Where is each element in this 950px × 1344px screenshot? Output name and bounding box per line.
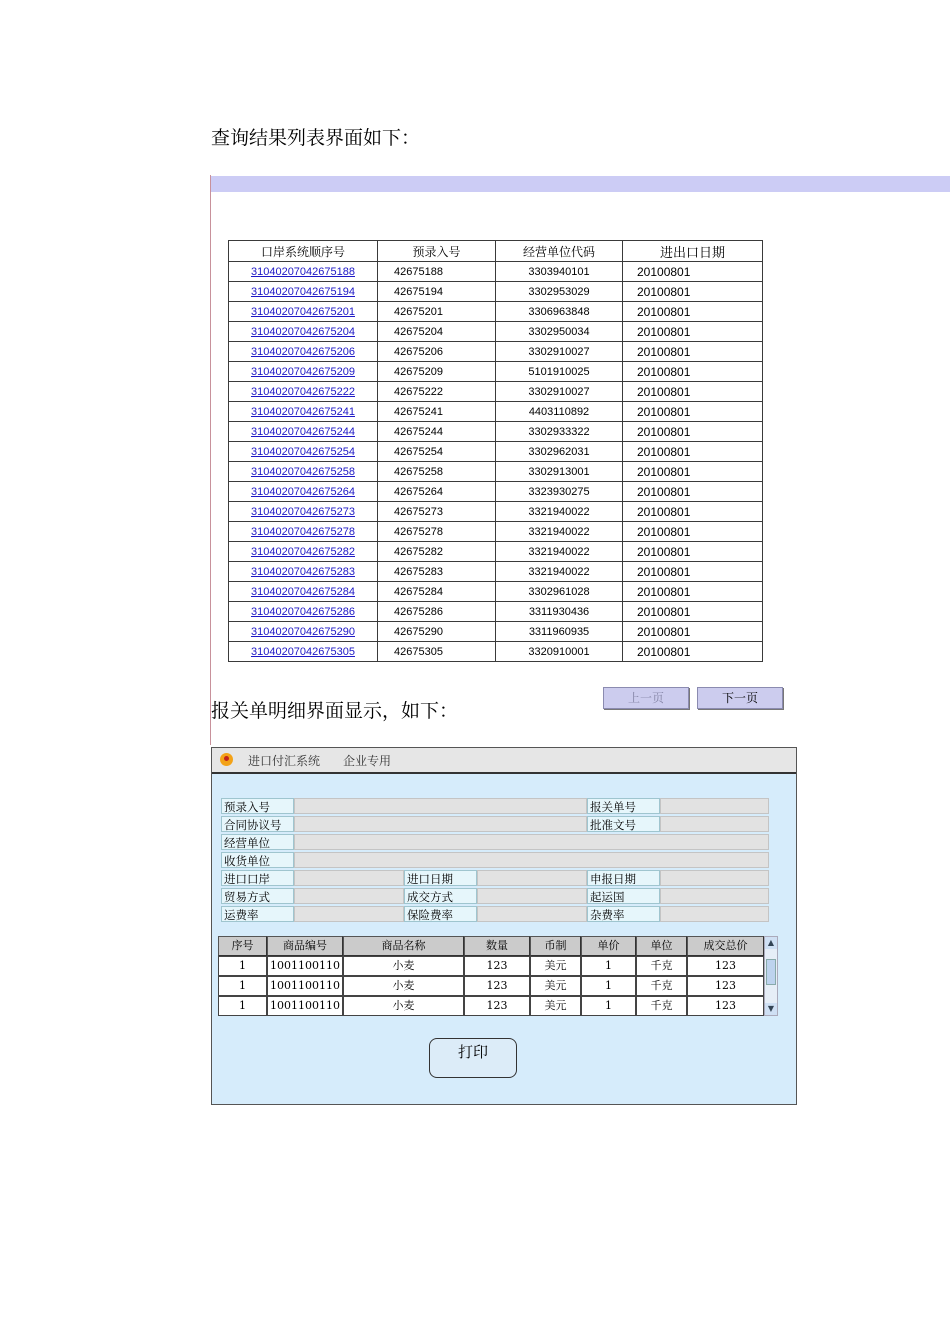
form-row [221, 888, 771, 906]
preentry-cell: 42675286 [378, 602, 496, 622]
port-seq-cell [229, 562, 378, 582]
port-seq-link[interactable]: 31040207042675305 [250, 645, 355, 658]
goods-cell: 千克 [636, 976, 687, 996]
contract-no-field[interactable] [294, 816, 587, 832]
port-seq-link[interactable]: 31040207042675188 [250, 265, 355, 278]
results-row [229, 582, 763, 602]
misc-rate-field[interactable] [660, 906, 769, 922]
io-date-cell: 20100801 [623, 582, 763, 602]
label-import-port: 进口口岸 [221, 870, 294, 886]
goods-cell: 小麦 [343, 976, 464, 996]
io-date-cell: 20100801 [623, 322, 763, 342]
goods-cell: 1001100110 [267, 976, 343, 996]
io-date-cell: 20100801 [623, 542, 763, 562]
io-date-cell: 20100801 [623, 382, 763, 402]
receiving-unit-field[interactable] [294, 852, 769, 868]
trade-mode-field[interactable] [294, 888, 404, 904]
port-seq-link[interactable]: 31040207042675286 [250, 605, 355, 618]
port-seq-link[interactable]: 31040207042675283 [250, 565, 355, 578]
goods-cell: 美元 [530, 976, 581, 996]
freight-rate-field[interactable] [294, 906, 404, 922]
next-page-button[interactable]: 下一页 [697, 687, 783, 709]
label-transaction-mode: 成交方式 [404, 888, 477, 904]
port-seq-link[interactable]: 31040207042675222 [250, 385, 355, 398]
port-seq-link[interactable]: 31040207042675284 [250, 585, 355, 598]
results-row [229, 522, 763, 542]
label-contract-no: 合同协议号 [221, 816, 294, 832]
unit-code-cell: 3306963848 [496, 302, 623, 322]
import-date-field[interactable] [477, 870, 587, 886]
port-seq-cell [229, 542, 378, 562]
unit-code-cell: 3302962031 [496, 442, 623, 462]
port-seq-link[interactable]: 31040207042675258 [250, 465, 355, 478]
print-button[interactable]: 打印 [429, 1038, 517, 1078]
preentry-cell: 42675204 [378, 322, 496, 342]
unit-code-cell: 3311960935 [496, 622, 623, 642]
io-date-cell: 20100801 [623, 622, 763, 642]
port-seq-cell [229, 622, 378, 642]
goods-cell: 123 [464, 956, 530, 976]
unit-code-cell: 3321940022 [496, 522, 623, 542]
label-declaration-no: 报关单号 [587, 798, 660, 814]
results-row [229, 282, 763, 302]
preentry-cell: 42675188 [378, 262, 496, 282]
preentry-cell: 42675241 [378, 402, 496, 422]
left-rule [210, 175, 211, 745]
port-seq-link[interactable]: 31040207042675290 [250, 625, 355, 638]
col-seq: 序号 [218, 936, 267, 956]
goods-cell: 123 [464, 976, 530, 996]
col-total: 成交总价 [687, 936, 764, 956]
label-declare-date: 申报日期 [587, 870, 660, 886]
port-seq-link[interactable]: 31040207042675194 [250, 285, 355, 298]
io-date-cell: 20100801 [623, 502, 763, 522]
goods-cell: 1 [581, 956, 636, 976]
port-seq-cell [229, 402, 378, 422]
port-seq-cell [229, 262, 378, 282]
port-seq-link[interactable]: 31040207042675204 [250, 325, 355, 338]
results-row [229, 382, 763, 402]
results-row [229, 562, 763, 582]
io-date-cell: 20100801 [623, 422, 763, 442]
goods-cell: 美元 [530, 956, 581, 976]
io-date-cell: 20100801 [623, 562, 763, 582]
port-seq-cell [229, 302, 378, 322]
label-operating-unit: 经营单位 [221, 834, 294, 850]
goods-cell: 美元 [530, 996, 581, 1016]
form-row [221, 852, 771, 870]
preentry-cell: 42675290 [378, 622, 496, 642]
preentry-cell: 42675258 [378, 462, 496, 482]
label-insurance-rate: 保险费率 [404, 906, 477, 922]
scroll-down-icon[interactable]: ▼ [765, 1003, 777, 1015]
preentry-cell: 42675283 [378, 562, 496, 582]
port-seq-cell [229, 482, 378, 502]
port-seq-link[interactable]: 31040207042675264 [250, 485, 355, 498]
origin-country-field[interactable] [660, 888, 769, 904]
results-row [229, 362, 763, 382]
preentry-no-field[interactable] [294, 798, 587, 814]
unit-code-cell: 3302910027 [496, 382, 623, 402]
col-unit-code: 经营单位代码 [496, 241, 623, 262]
col-port-seq: 口岸系统顺序号 [229, 241, 378, 262]
form-row [221, 798, 771, 816]
goods-cell: 1001100110 [267, 996, 343, 1016]
results-row [229, 502, 763, 522]
form-row [221, 906, 771, 924]
preentry-cell: 42675264 [378, 482, 496, 502]
col-currency: 币制 [530, 936, 581, 956]
port-seq-link[interactable]: 31040207042675254 [250, 445, 355, 458]
app-logo-icon [220, 753, 233, 766]
form-row [221, 816, 771, 834]
preentry-cell: 42675201 [378, 302, 496, 322]
header-band [211, 176, 950, 192]
unit-code-cell: 3303940101 [496, 262, 623, 282]
detail-heading: 报关单明细界面显示，如下： [211, 700, 459, 722]
port-seq-link[interactable]: 31040207042675244 [250, 425, 355, 438]
results-row [229, 302, 763, 322]
goods-cell: 千克 [636, 956, 687, 976]
form-row [221, 870, 771, 888]
port-seq-cell [229, 502, 378, 522]
port-seq-link[interactable]: 31040207042675201 [250, 305, 355, 318]
preentry-cell: 42675282 [378, 542, 496, 562]
results-row [229, 482, 763, 502]
label-freight-rate: 运费率 [221, 906, 294, 922]
prev-page-button[interactable]: 上一页 [603, 687, 689, 709]
goods-cell: 1001100110 [267, 956, 343, 976]
col-quantity: 数量 [464, 936, 530, 956]
preentry-cell: 42675284 [378, 582, 496, 602]
preentry-cell: 42675254 [378, 442, 496, 462]
goods-cell: 123 [687, 996, 764, 1016]
port-seq-cell [229, 382, 378, 402]
preentry-cell: 42675278 [378, 522, 496, 542]
results-heading: 查询结果列表界面如下： [211, 127, 421, 149]
port-seq-cell [229, 442, 378, 462]
goods-scrollbar[interactable] [764, 936, 778, 1016]
label-trade-mode: 贸易方式 [221, 888, 294, 904]
port-seq-cell [229, 362, 378, 382]
transaction-mode-field[interactable] [477, 888, 587, 904]
io-date-cell: 20100801 [623, 362, 763, 382]
io-date-cell: 20100801 [623, 442, 763, 462]
io-date-cell: 20100801 [623, 462, 763, 482]
results-table [228, 240, 763, 662]
results-row [229, 542, 763, 562]
preentry-cell: 42675194 [378, 282, 496, 302]
port-seq-cell [229, 522, 378, 542]
io-date-cell: 20100801 [623, 642, 763, 662]
declare-date-field[interactable] [660, 870, 769, 886]
port-seq-cell [229, 462, 378, 482]
port-seq-cell [229, 582, 378, 602]
port-seq-cell [229, 602, 378, 622]
port-seq-cell [229, 282, 378, 302]
goods-cell: 1 [581, 996, 636, 1016]
results-row [229, 442, 763, 462]
goods-cell: 小麦 [343, 956, 464, 976]
goods-cell: 123 [687, 976, 764, 996]
port-seq-link[interactable]: 31040207042675273 [250, 505, 355, 518]
results-row [229, 402, 763, 422]
results-row [229, 462, 763, 482]
scroll-thumb[interactable] [766, 959, 776, 985]
import-port-field[interactable] [294, 870, 404, 886]
unit-code-cell: 3302910027 [496, 342, 623, 362]
declaration-no-field[interactable] [660, 798, 769, 814]
col-goods-name: 商品名称 [343, 936, 464, 956]
unit-code-cell: 3302933322 [496, 422, 623, 442]
form-row [221, 834, 771, 852]
io-date-cell: 20100801 [623, 602, 763, 622]
unit-code-cell: 3302961028 [496, 582, 623, 602]
unit-code-cell: 3302950034 [496, 322, 623, 342]
label-misc-rate: 杂费率 [587, 906, 660, 922]
operating-unit-field[interactable] [294, 834, 769, 850]
port-seq-link[interactable]: 31040207042675282 [250, 545, 355, 558]
label-receiving-unit: 收货单位 [221, 852, 294, 868]
preentry-cell: 42675305 [378, 642, 496, 662]
results-row [229, 422, 763, 442]
window-titlebar [212, 748, 796, 774]
io-date-cell: 20100801 [623, 342, 763, 362]
unit-code-cell: 3320910001 [496, 642, 623, 662]
unit-code-cell: 3321940022 [496, 542, 623, 562]
preentry-cell: 42675209 [378, 362, 496, 382]
port-seq-link[interactable]: 31040207042675206 [250, 345, 355, 358]
window-subtitle: 企业专用 [343, 754, 392, 768]
col-unit: 单位 [636, 936, 687, 956]
unit-code-cell: 3323930275 [496, 482, 623, 502]
unit-code-cell: 3302913001 [496, 462, 623, 482]
results-row [229, 322, 763, 342]
io-date-cell: 20100801 [623, 522, 763, 542]
results-header-row [229, 241, 763, 262]
results-row [229, 342, 763, 362]
goods-cell: 1 [581, 976, 636, 996]
results-row [229, 262, 763, 282]
port-seq-cell [229, 322, 378, 342]
insurance-rate-field[interactable] [477, 906, 587, 922]
goods-cell: 1 [218, 956, 267, 976]
results-body [229, 262, 763, 662]
port-seq-link[interactable]: 31040207042675209 [250, 365, 355, 378]
port-seq-cell [229, 422, 378, 442]
goods-cell: 1 [218, 976, 267, 996]
results-row [229, 622, 763, 642]
scroll-up-icon[interactable]: ▲ [765, 937, 777, 949]
io-date-cell: 20100801 [623, 262, 763, 282]
unit-code-cell: 3321940022 [496, 502, 623, 522]
io-date-cell: 20100801 [623, 482, 763, 502]
preentry-cell: 42675206 [378, 342, 496, 362]
port-seq-link[interactable]: 31040207042675241 [250, 405, 355, 418]
approval-no-field[interactable] [660, 816, 769, 832]
label-import-date: 进口日期 [404, 870, 477, 886]
port-seq-cell [229, 342, 378, 362]
goods-cell: 123 [464, 996, 530, 1016]
io-date-cell: 20100801 [623, 302, 763, 322]
col-unit-price: 单价 [581, 936, 636, 956]
io-date-cell: 20100801 [623, 402, 763, 422]
preentry-cell: 42675273 [378, 502, 496, 522]
unit-code-cell: 3321940022 [496, 562, 623, 582]
goods-cell: 小麦 [343, 996, 464, 1016]
unit-code-cell: 3311930436 [496, 602, 623, 622]
label-approval-no: 批准文号 [587, 816, 660, 832]
col-preentry: 预录入号 [378, 241, 496, 262]
col-io-date: 进出口日期 [623, 241, 763, 262]
results-row [229, 602, 763, 622]
preentry-cell: 42675222 [378, 382, 496, 402]
goods-cell: 123 [687, 956, 764, 976]
port-seq-link[interactable]: 31040207042675278 [250, 525, 355, 538]
label-preentry-no: 预录入号 [221, 798, 294, 814]
port-seq-cell [229, 642, 378, 662]
unit-code-cell: 5101910025 [496, 362, 623, 382]
goods-cell: 千克 [636, 996, 687, 1016]
label-origin-country: 起运国 [587, 888, 660, 904]
results-row [229, 642, 763, 662]
preentry-cell: 42675244 [378, 422, 496, 442]
unit-code-cell: 3302953029 [496, 282, 623, 302]
window-title: 进口付汇系统 [248, 754, 321, 768]
detail-window [211, 747, 797, 1105]
col-goods-code: 商品编号 [267, 936, 343, 956]
unit-code-cell: 4403110892 [496, 402, 623, 422]
goods-cell: 1 [218, 996, 267, 1016]
io-date-cell: 20100801 [623, 282, 763, 302]
